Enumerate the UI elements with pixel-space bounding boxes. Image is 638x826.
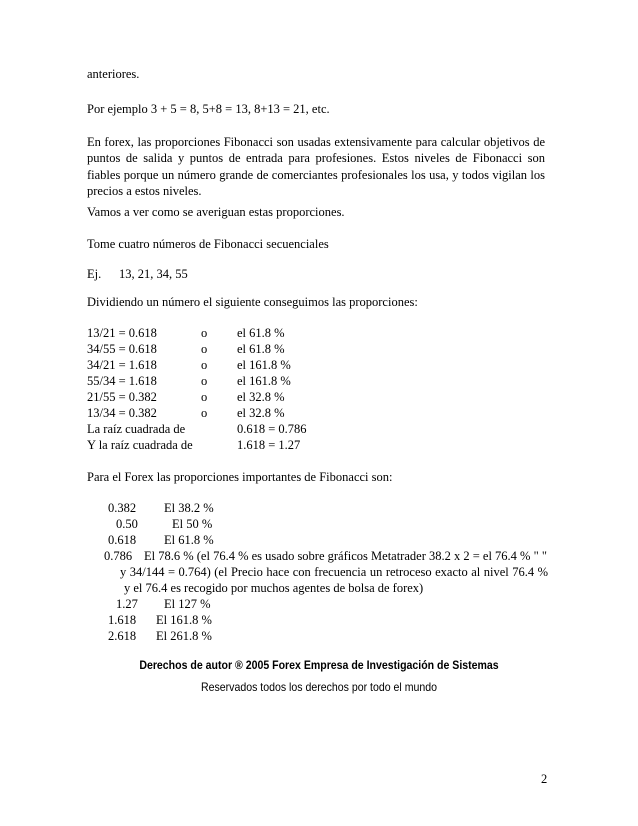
ratio-pct: el 161.8 % <box>237 358 291 372</box>
fib-level-pct: El 61.8 % <box>164 533 214 547</box>
ratio-or: o <box>201 342 208 356</box>
ratio-or: o <box>201 406 208 420</box>
ratio-pct: el 32.8 % <box>237 406 285 420</box>
fib-level-row <box>108 532 214 548</box>
fib-level-row <box>108 612 212 628</box>
ratio-expr: 21/55 = 0.382 <box>87 390 157 404</box>
text-dividiendo: Dividiendo un número el siguiente conseguimos las proporciones: <box>87 295 418 309</box>
example-label: Ej. <box>87 267 102 281</box>
footer-rights: Reservados todos los derechos por todo el mundo <box>200 680 437 694</box>
fib-level-row <box>116 596 211 612</box>
fib-level-num: 1.618 <box>108 613 137 627</box>
fib-level-num: 1.27 <box>116 597 138 611</box>
ratio-pct: el 61.8 % <box>237 342 285 356</box>
fib-level-num: 0.382 <box>108 501 137 515</box>
text-ejemplo-suma: Por ejemplo 3 + 5 = 8, 5+8 = 13, 8+13 = 21, etc. <box>87 102 330 116</box>
ratio-or: o <box>201 374 208 388</box>
fib-level-row <box>104 548 547 564</box>
page-number: 2 <box>541 772 548 786</box>
fib-level-num: 2.618 <box>108 629 137 643</box>
fib-level-pct: El 161.8 % <box>156 613 212 627</box>
fib-level-pct: El 261.8 % <box>156 629 212 643</box>
root-label: Y la raíz cuadrada de <box>87 438 193 452</box>
ratio-or: o <box>201 390 208 404</box>
ratio-pct: el 61.8 % <box>237 326 285 340</box>
ratio-expr: 34/21 = 1.618 <box>87 358 157 372</box>
fib-level-row <box>116 516 212 532</box>
ratio-expr: 13/21 = 0.618 <box>87 326 157 340</box>
text-tome: Tome cuatro números de Fibonacci secuenciales <box>87 237 329 251</box>
fib-level-row <box>108 628 212 644</box>
ratio-expr: 34/55 = 0.618 <box>87 342 157 356</box>
root-value: 0.618 = 0.786 <box>237 422 307 436</box>
fib-level-row <box>108 500 214 516</box>
fib-level-pct: El 38.2 % <box>164 501 214 515</box>
fib-level-num: 0.50 <box>116 517 138 531</box>
ratio-or: o <box>201 358 208 372</box>
footer-copyright: Derechos de autor ® 2005 Forex Empresa de Investigación de Sistemas <box>139 658 499 672</box>
fib-level-pct: El 50 % <box>172 517 213 531</box>
fib-level-num: 0.618 <box>108 533 137 547</box>
text-para-forex: Para el Forex las proporciones importantes de Fibonacci son: <box>87 470 393 484</box>
text-forex-intro: En forex, las proporciones Fibonacci son usadas extensivamente para calcular objetivos de puntos de salida y puntos de entrada para profesiones. Estos niveles de Fibonacci son fiables porque un número grande de comerciantes profesionales los usa, y todos vigilan los precios a estos niveles. <box>87 135 545 199</box>
root-value: 1.618 = 1.27 <box>237 438 301 452</box>
ratio-expr: 13/34 = 0.382 <box>87 406 157 420</box>
ratio-pct: el 32.8 % <box>237 390 285 404</box>
ratio-pct: el 161.8 % <box>237 374 291 388</box>
ratio-expr: 55/34 = 1.618 <box>87 374 157 388</box>
text-anteriores: anteriores. <box>87 67 140 81</box>
fib-level-pct: El 78.6 % (el 76.4 % es usado sobre gráficos Metatrader 38.2 x 2 = el 76.4 % " " <box>144 549 547 563</box>
fib-level-num: 0.786 <box>104 549 133 563</box>
text-vamos: Vamos a ver como se averiguan estas proporciones. <box>87 205 345 219</box>
fib-note-continuation: y 34/144 = 0.764) (el Precio hace con frecuencia un retroceso exacto al nivel 76.4 % y el 76.4 es recogido por muchos agentes de bolsa de forex) <box>120 565 548 596</box>
root-label: La raíz cuadrada de <box>87 422 186 436</box>
example-numbers: 13, 21, 34, 55 <box>119 267 188 281</box>
fib-level-pct: El 127 % <box>164 597 211 611</box>
ratio-or: o <box>201 326 208 340</box>
